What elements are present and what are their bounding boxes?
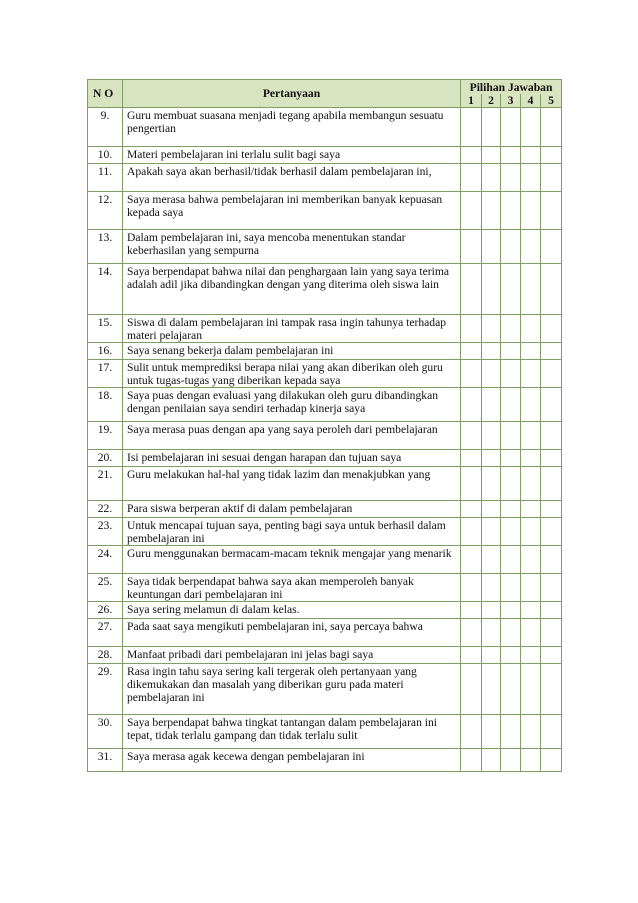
- question-text: Apakah saya akan berhasil/tidak berhasil dalam pembelajaran ini,: [127, 165, 432, 178]
- answer-cell-2[interactable]: [482, 450, 501, 467]
- answer-cell-2[interactable]: [482, 467, 501, 501]
- answer-cell-1[interactable]: [461, 647, 482, 664]
- answer-cell-3[interactable]: [501, 619, 521, 647]
- questionnaire-sheet: [87, 79, 561, 772]
- no-header: N O: [88, 80, 123, 108]
- answer-cell-4[interactable]: [521, 315, 541, 343]
- answer-cell-1[interactable]: [461, 230, 482, 264]
- question-cell: [123, 192, 461, 230]
- question-cell: [123, 360, 461, 388]
- question-text: Para siswa berperan aktif di dalam pembelajaran: [127, 502, 353, 515]
- answer-cell-1[interactable]: [461, 664, 482, 715]
- question-text: Sulit untuk memprediksi berapa nilai yang akan diberikan oleh guru untuk tugas-tugas yang diberikan kepada saya: [127, 361, 443, 387]
- answer-cell-2[interactable]: [482, 343, 501, 360]
- question-cell: [123, 546, 461, 574]
- question-number: 23.: [88, 518, 123, 546]
- answer-cell-1[interactable]: [461, 749, 482, 772]
- answer-cell-2[interactable]: [482, 647, 501, 664]
- answer-cell-4[interactable]: [521, 450, 541, 467]
- question-text: Saya berpendapat bahwa nilai dan penghargaan lain yang saya terima adalah adil jika dibandingkan dengan yang diterima oleh siswa lain: [127, 265, 450, 291]
- answer-cell-2[interactable]: [482, 108, 501, 147]
- answer-cell-1[interactable]: [461, 192, 482, 230]
- answer-cell-5[interactable]: [541, 343, 562, 360]
- answer-cell-1[interactable]: [461, 518, 482, 546]
- question-cell: [123, 147, 461, 164]
- table-row: [88, 264, 562, 315]
- question-number: 18.: [88, 388, 123, 422]
- answer-cell-3[interactable]: [501, 574, 521, 602]
- answer-cell-1[interactable]: [461, 422, 482, 450]
- answer-cell-3[interactable]: [501, 264, 521, 315]
- answer-cell-3[interactable]: [501, 518, 521, 546]
- question-text: Pada saat saya mengikuti pembelajaran ini, saya percaya bahwa: [127, 620, 423, 633]
- answer-cell-5[interactable]: [541, 501, 562, 518]
- table-row: [88, 108, 562, 147]
- table-row: [88, 192, 562, 230]
- header-row-top: [88, 80, 562, 95]
- answer-cell-3[interactable]: [501, 315, 521, 343]
- question-cell: [123, 315, 461, 343]
- answer-cell-2[interactable]: [482, 749, 501, 772]
- answer-cell-3[interactable]: [501, 164, 521, 192]
- answer-cell-4[interactable]: [521, 467, 541, 501]
- question-number: 12.: [88, 192, 123, 230]
- answer-cell-5[interactable]: [541, 664, 562, 715]
- question-number: 9.: [88, 108, 123, 147]
- answer-cell-5[interactable]: [541, 546, 562, 574]
- answer-cell-1[interactable]: [461, 715, 482, 749]
- question-number: 21.: [88, 467, 123, 501]
- option-header-1: 1: [461, 94, 482, 108]
- question-text: Saya merasa puas dengan apa yang saya peroleh dari pembelajaran: [127, 423, 438, 436]
- question-text: Dalam pembelajaran ini, saya mencoba menentukan standar keberhasilan yang sempurna: [127, 231, 406, 257]
- answer-cell-2[interactable]: [482, 192, 501, 230]
- table-row: [88, 315, 562, 343]
- question-cell: [123, 501, 461, 518]
- table-row: [88, 343, 562, 360]
- table-row: [88, 388, 562, 422]
- answer-cell-2[interactable]: [482, 664, 501, 715]
- question-number: 30.: [88, 715, 123, 749]
- question-cell: [123, 619, 461, 647]
- table-row: [88, 360, 562, 388]
- answer-cell-2[interactable]: [482, 230, 501, 264]
- question-cell: [123, 467, 461, 501]
- question-number: 14.: [88, 264, 123, 315]
- answer-cell-2[interactable]: [482, 574, 501, 602]
- answer-cell-5[interactable]: [541, 467, 562, 501]
- question-cell: [123, 450, 461, 467]
- question-text: Guru menggunakan bermacam-macam teknik mengajar yang menarik: [127, 547, 452, 560]
- question-cell: [123, 749, 461, 772]
- question-number: 27.: [88, 619, 123, 647]
- question-text: Guru membuat suasana menjadi tegang apabila membangun sesuatu pengertian: [127, 109, 444, 135]
- answer-cell-4[interactable]: [521, 147, 541, 164]
- answer-cell-5[interactable]: [541, 749, 562, 772]
- question-number: 31.: [88, 749, 123, 772]
- answer-cell-4[interactable]: [521, 343, 541, 360]
- answer-cell-3[interactable]: [501, 343, 521, 360]
- question-number: 13.: [88, 230, 123, 264]
- answer-cell-1[interactable]: [461, 388, 482, 422]
- answer-cell-5[interactable]: [541, 360, 562, 388]
- answer-cell-5[interactable]: [541, 164, 562, 192]
- options-group-header: Pilihan Jawaban: [461, 80, 562, 95]
- option-header-4: 4: [521, 94, 541, 108]
- answer-cell-1[interactable]: [461, 315, 482, 343]
- answer-cell-2[interactable]: [482, 602, 501, 619]
- question-text: Saya merasa agak kecewa dengan pembelajaran ini: [127, 750, 365, 763]
- answer-cell-2[interactable]: [482, 164, 501, 192]
- answer-cell-5[interactable]: [541, 619, 562, 647]
- question-text: Rasa ingin tahu saya sering kali tergerak oleh pertanyaan yang dikemukakan dan masalah yang diberikan guru pada materi pembelajaran ini: [127, 665, 417, 704]
- question-text: Saya sering melamun di dalam kelas.: [127, 603, 300, 616]
- answer-cell-3[interactable]: [501, 647, 521, 664]
- answer-cell-4[interactable]: [521, 602, 541, 619]
- table-row: [88, 501, 562, 518]
- question-number: 25.: [88, 574, 123, 602]
- answer-cell-4[interactable]: [521, 230, 541, 264]
- answer-cell-2[interactable]: [482, 315, 501, 343]
- answer-cell-4[interactable]: [521, 388, 541, 422]
- answer-cell-2[interactable]: [482, 715, 501, 749]
- question-cell: [123, 518, 461, 546]
- answer-cell-4[interactable]: [521, 647, 541, 664]
- answer-cell-4[interactable]: [521, 108, 541, 147]
- answer-cell-4[interactable]: [521, 715, 541, 749]
- question-cell: [123, 343, 461, 360]
- answer-cell-3[interactable]: [501, 108, 521, 147]
- question-header: Pertanyaan: [123, 80, 461, 108]
- answer-cell-1[interactable]: [461, 467, 482, 501]
- answer-cell-1[interactable]: [461, 619, 482, 647]
- questions-body: [88, 108, 562, 772]
- answer-cell-4[interactable]: [521, 164, 541, 192]
- question-text: Saya puas dengan evaluasi yang dilakukan oleh guru dibandingkan dengan penilaian saya sendiri terhadap kinerja saya: [127, 389, 439, 415]
- question-text: Manfaat pribadi dari pembelajaran ini jelas bagi saya: [127, 648, 374, 661]
- answer-cell-1[interactable]: [461, 147, 482, 164]
- answer-cell-4[interactable]: [521, 749, 541, 772]
- answer-cell-2[interactable]: [482, 518, 501, 546]
- table-row: [88, 574, 562, 602]
- answer-cell-4[interactable]: [521, 264, 541, 315]
- question-number: 26.: [88, 602, 123, 619]
- answer-cell-5[interactable]: [541, 147, 562, 164]
- answer-cell-4[interactable]: [521, 360, 541, 388]
- question-number: 24.: [88, 546, 123, 574]
- table-row: [88, 664, 562, 715]
- question-number: 29.: [88, 664, 123, 715]
- question-number: 15.: [88, 315, 123, 343]
- question-text: Materi pembelajaran ini terlalu sulit bagi saya: [127, 148, 341, 161]
- question-cell: [123, 230, 461, 264]
- answer-cell-3[interactable]: [501, 546, 521, 574]
- question-number: 28.: [88, 647, 123, 664]
- table-row: [88, 422, 562, 450]
- answer-cell-2[interactable]: [482, 388, 501, 422]
- question-text: Saya tidak berpendapat bahwa saya akan memperoleh banyak keuntungan dari pembelajaran ini: [127, 575, 414, 601]
- answer-cell-3[interactable]: [501, 664, 521, 715]
- question-text: Saya senang bekerja dalam pembelajaran ini: [127, 344, 334, 357]
- answer-cell-5[interactable]: [541, 264, 562, 315]
- question-text: Saya merasa bahwa pembelajaran ini memberikan banyak kepuasan kepada saya: [127, 193, 443, 219]
- answer-cell-5[interactable]: [541, 647, 562, 664]
- answer-cell-2[interactable]: [482, 422, 501, 450]
- question-number: 11.: [88, 164, 123, 192]
- answer-cell-5[interactable]: [541, 108, 562, 147]
- table-row: [88, 230, 562, 264]
- question-text: Siswa di dalam pembelajaran ini tampak rasa ingin tahunya terhadap materi pelajaran: [127, 316, 447, 342]
- answer-cell-3[interactable]: [501, 192, 521, 230]
- questionnaire-table: [87, 79, 562, 772]
- answer-cell-1[interactable]: [461, 264, 482, 315]
- answer-cell-1[interactable]: [461, 164, 482, 192]
- answer-cell-3[interactable]: [501, 715, 521, 749]
- answer-cell-3[interactable]: [501, 230, 521, 264]
- question-cell: [123, 647, 461, 664]
- answer-cell-5[interactable]: [541, 574, 562, 602]
- answer-cell-3[interactable]: [501, 147, 521, 164]
- answer-cell-3[interactable]: [501, 467, 521, 501]
- question-text: Saya berpendapat bahwa tingkat tantangan dalam pembelajaran ini tepat, tidak terlalu gampang dan tidak terlalu sulit: [127, 716, 438, 742]
- answer-cell-4[interactable]: [521, 501, 541, 518]
- answer-cell-2[interactable]: [482, 264, 501, 315]
- answer-cell-5[interactable]: [541, 230, 562, 264]
- answer-cell-5[interactable]: [541, 192, 562, 230]
- question-cell: [123, 602, 461, 619]
- answer-cell-5[interactable]: [541, 315, 562, 343]
- answer-cell-5[interactable]: [541, 450, 562, 467]
- table-row: [88, 749, 562, 772]
- table-row: [88, 164, 562, 192]
- option-header-5: 5: [541, 94, 562, 108]
- answer-cell-4[interactable]: [521, 664, 541, 715]
- question-number: 17.: [88, 360, 123, 388]
- question-cell: [123, 164, 461, 192]
- answer-cell-5[interactable]: [541, 422, 562, 450]
- question-number: 22.: [88, 501, 123, 518]
- table-row: [88, 450, 562, 467]
- question-number: 20.: [88, 450, 123, 467]
- answer-cell-2[interactable]: [482, 619, 501, 647]
- answer-cell-2[interactable]: [482, 147, 501, 164]
- answer-cell-1[interactable]: [461, 574, 482, 602]
- answer-cell-2[interactable]: [482, 360, 501, 388]
- table-row: [88, 647, 562, 664]
- answer-cell-3[interactable]: [501, 388, 521, 422]
- answer-cell-5[interactable]: [541, 715, 562, 749]
- question-cell: [123, 715, 461, 749]
- question-cell: [123, 264, 461, 315]
- table-row: [88, 715, 562, 749]
- answer-cell-1[interactable]: [461, 343, 482, 360]
- answer-cell-4[interactable]: [521, 546, 541, 574]
- question-text: Guru melakukan hal-hal yang tidak lazim dan menakjubkan yang: [127, 468, 431, 481]
- table-row: [88, 518, 562, 546]
- question-cell: [123, 388, 461, 422]
- table-row: [88, 602, 562, 619]
- answer-cell-5[interactable]: [541, 388, 562, 422]
- answer-cell-1[interactable]: [461, 360, 482, 388]
- answer-cell-1[interactable]: [461, 546, 482, 574]
- answer-cell-5[interactable]: [541, 518, 562, 546]
- option-header-2: 2: [482, 94, 501, 108]
- table-row: [88, 546, 562, 574]
- question-number: 19.: [88, 422, 123, 450]
- answer-cell-4[interactable]: [521, 422, 541, 450]
- answer-cell-3[interactable]: [501, 602, 521, 619]
- answer-cell-4[interactable]: [521, 574, 541, 602]
- question-text: Isi pembelajaran ini sesuai dengan harapan dan tujuan saya: [127, 451, 402, 464]
- answer-cell-4[interactable]: [521, 619, 541, 647]
- table-row: [88, 467, 562, 501]
- question-number: 10.: [88, 147, 123, 164]
- question-cell: [123, 422, 461, 450]
- question-cell: [123, 574, 461, 602]
- table-row: [88, 619, 562, 647]
- answer-cell-2[interactable]: [482, 546, 501, 574]
- answer-cell-1[interactable]: [461, 108, 482, 147]
- answer-cell-3[interactable]: [501, 450, 521, 467]
- answer-cell-3[interactable]: [501, 501, 521, 518]
- answer-cell-4[interactable]: [521, 192, 541, 230]
- answer-cell-3[interactable]: [501, 360, 521, 388]
- answer-cell-3[interactable]: [501, 749, 521, 772]
- answer-cell-3[interactable]: [501, 422, 521, 450]
- option-header-3: 3: [501, 94, 521, 108]
- question-cell: [123, 108, 461, 147]
- answer-cell-5[interactable]: [541, 602, 562, 619]
- question-cell: [123, 664, 461, 715]
- answer-cell-2[interactable]: [482, 501, 501, 518]
- answer-cell-4[interactable]: [521, 518, 541, 546]
- table-row: [88, 147, 562, 164]
- question-number: 16.: [88, 343, 123, 360]
- answer-cell-1[interactable]: [461, 450, 482, 467]
- question-text: Untuk mencapai tujuan saya, penting bagi saya untuk berhasil dalam pembelajaran ini: [127, 519, 446, 545]
- answer-cell-1[interactable]: [461, 501, 482, 518]
- answer-cell-1[interactable]: [461, 602, 482, 619]
